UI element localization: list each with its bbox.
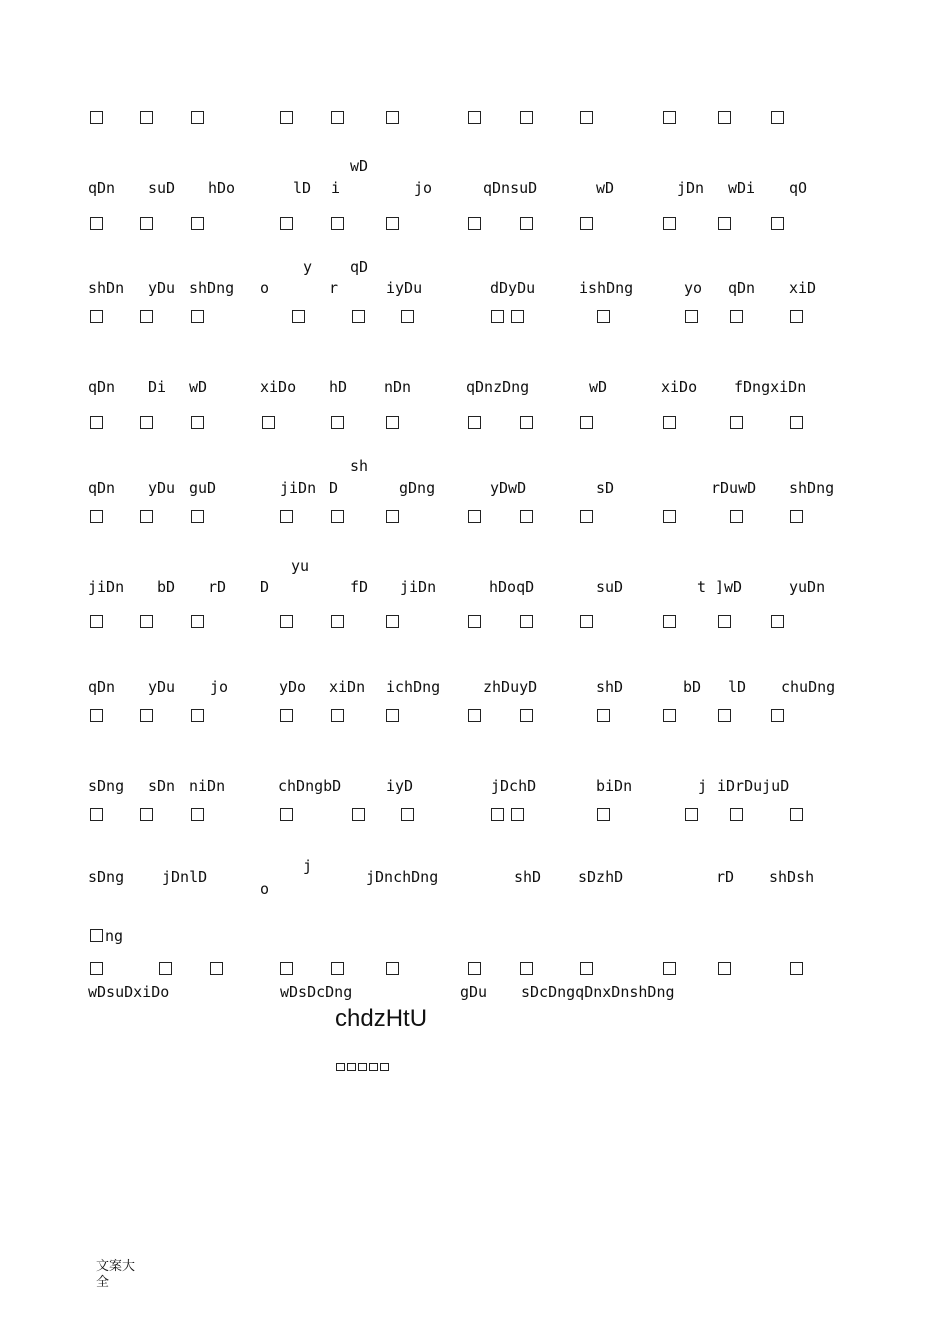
blank-box (663, 217, 676, 230)
blank-box (511, 310, 524, 323)
blank-box (386, 615, 399, 628)
blank-box (597, 808, 610, 821)
pinyin-text: wD (596, 179, 615, 197)
pinyin-text: yDu (148, 479, 176, 497)
blank-box (336, 1063, 345, 1071)
blank-box (491, 310, 504, 323)
blank-box (191, 416, 204, 429)
blank-box (358, 1063, 367, 1071)
blank-box (280, 709, 293, 722)
blank-box (140, 615, 153, 628)
pinyin-text: iDrDujuD (717, 777, 790, 795)
pinyin-text: r (329, 279, 339, 297)
blank-box (140, 217, 153, 230)
pinyin-text: suD (596, 578, 624, 596)
blank-box (90, 962, 103, 975)
blank-box (663, 111, 676, 124)
pinyin-text: qO (789, 179, 808, 197)
blank-box (280, 510, 293, 523)
blank-box (468, 962, 481, 975)
blank-box (191, 111, 204, 124)
blank-box (771, 111, 784, 124)
pinyin-text: t (697, 578, 707, 596)
blank-box (580, 962, 593, 975)
pinyin-text: o (260, 279, 270, 297)
pinyin-text: qDn (88, 378, 116, 396)
pinyin-text: shDsh (769, 868, 815, 886)
blank-box (580, 111, 593, 124)
blank-box (580, 510, 593, 523)
blank-box (790, 808, 803, 821)
blank-box (718, 217, 731, 230)
blank-box (280, 962, 293, 975)
pinyin-text: lD (728, 678, 747, 696)
pinyin-text: yDo (279, 678, 307, 696)
blank-box (663, 615, 676, 628)
blank-box (771, 217, 784, 230)
blank-box (730, 416, 743, 429)
blank-box (292, 310, 305, 323)
pinyin-text: jDn (677, 179, 705, 197)
pinyin-text: wDsDcDng (280, 983, 353, 1001)
pinyin-text: rD (208, 578, 227, 596)
blank-box (280, 808, 293, 821)
pinyin-text: wDi (728, 179, 756, 197)
pinyin-text: jDnlD (162, 868, 208, 886)
blank-box (90, 709, 103, 722)
blank-box (663, 962, 676, 975)
pinyin-text: i (331, 179, 341, 197)
footer-title: chdzHtU (335, 1005, 428, 1032)
blank-box (191, 709, 204, 722)
blank-box (331, 510, 344, 523)
page-footer-label: 文案大全 (96, 1259, 136, 1290)
blank-box (140, 310, 153, 323)
pinyin-text: gDu (460, 983, 488, 1001)
pinyin-text: fDngxiDn (734, 378, 807, 396)
pinyin-text: zhDuyD (483, 678, 538, 696)
pinyin-text: wD (350, 157, 369, 175)
blank-box (90, 310, 103, 323)
blank-box (730, 310, 743, 323)
blank-box (140, 510, 153, 523)
pinyin-text: shDng (789, 479, 835, 497)
blank-box (468, 111, 481, 124)
pinyin-text: sDn (148, 777, 176, 795)
blank-box (347, 1063, 356, 1071)
blank-box (386, 510, 399, 523)
blank-box (280, 615, 293, 628)
blank-box (331, 217, 344, 230)
pinyin-text: ichDng (386, 678, 441, 696)
blank-box (580, 416, 593, 429)
blank-box (331, 111, 344, 124)
blank-box (790, 510, 803, 523)
blank-box (520, 217, 533, 230)
blank-box (140, 416, 153, 429)
pinyin-text: xiDo (661, 378, 698, 396)
blank-box (468, 416, 481, 429)
pinyin-text: bD (157, 578, 176, 596)
blank-box (468, 615, 481, 628)
blank-box (597, 709, 610, 722)
pinyin-text: hDo (208, 179, 236, 197)
blank-box (386, 217, 399, 230)
blank-box (352, 310, 365, 323)
pinyin-text: lD (293, 179, 312, 197)
blank-box (191, 310, 204, 323)
blank-box (210, 962, 223, 975)
blank-box (331, 615, 344, 628)
pinyin-text: bD (683, 678, 702, 696)
pinyin-text: sD (596, 479, 615, 497)
pinyin-text: guD (189, 479, 217, 497)
pinyin-text: qDnzDng (466, 378, 530, 396)
blank-box (790, 962, 803, 975)
pinyin-text: qDn (88, 479, 116, 497)
pinyin-text: iyD (386, 777, 414, 795)
pinyin-text: ]wD (715, 578, 743, 596)
blank-box (718, 962, 731, 975)
pinyin-text: D (329, 479, 339, 497)
blank-box (90, 111, 103, 124)
pinyin-text: suD (148, 179, 176, 197)
blank-box (790, 416, 803, 429)
pinyin-text: rD (716, 868, 735, 886)
pinyin-text: sDng (88, 868, 125, 886)
blank-box (191, 510, 204, 523)
pinyin-text: xiDn (329, 678, 366, 696)
pinyin-text: shDn (88, 279, 125, 297)
pinyin-text: jiDn (88, 578, 125, 596)
pinyin-text: qDn (728, 279, 756, 297)
blank-box (191, 615, 204, 628)
pinyin-text: nDn (384, 378, 412, 396)
pinyin-text: ishDng (579, 279, 634, 297)
blank-box (331, 962, 344, 975)
blank-box (685, 310, 698, 323)
pinyin-text: dDyDu (490, 279, 536, 297)
blank-box (90, 217, 103, 230)
blank-box (597, 310, 610, 323)
pinyin-text: y (303, 258, 313, 276)
blank-box (159, 962, 172, 975)
pinyin-text: shDng (189, 279, 235, 297)
pinyin-text: xiDo (260, 378, 297, 396)
blank-box (663, 416, 676, 429)
blank-box (685, 808, 698, 821)
pinyin-text: qDn (88, 678, 116, 696)
blank-box (386, 111, 399, 124)
blank-box (663, 510, 676, 523)
blank-box (280, 217, 293, 230)
pinyin-text: wD (589, 378, 608, 396)
blank-box (771, 709, 784, 722)
pinyin-text: yDwD (490, 479, 527, 497)
pinyin-text: sDng (88, 777, 125, 795)
pinyin-text: wDsuDxiDo (88, 983, 170, 1001)
blank-box (520, 709, 533, 722)
blank-box (520, 416, 533, 429)
pinyin-text: jo (210, 678, 229, 696)
blank-box (718, 111, 731, 124)
blank-box (369, 1063, 378, 1071)
blank-box (90, 510, 103, 523)
pinyin-text: j (303, 857, 313, 875)
blank-box (140, 709, 153, 722)
blank-box (468, 510, 481, 523)
blank-box (386, 962, 399, 975)
blank-box (580, 217, 593, 230)
pinyin-text: j (698, 777, 708, 795)
blank-box (730, 808, 743, 821)
pinyin-text: qDn (88, 179, 116, 197)
pinyin-text: sDcDngqDnxDnshDng (521, 983, 675, 1001)
blank-box (511, 808, 524, 821)
pinyin-text: jDchD (491, 777, 537, 795)
blank-box (386, 416, 399, 429)
pinyin-text: o (260, 880, 270, 898)
blank-box (331, 709, 344, 722)
pinyin-text: Di (148, 378, 167, 396)
pinyin-text: D (260, 578, 270, 596)
blank-box (262, 416, 275, 429)
pinyin-text: sh (350, 457, 369, 475)
pinyin-text: qD (350, 258, 369, 276)
pinyin-text: yDu (148, 678, 176, 696)
pinyin-text: fD (350, 578, 369, 596)
blank-box (520, 615, 533, 628)
blank-box (90, 416, 103, 429)
blank-box (520, 962, 533, 975)
blank-box (790, 310, 803, 323)
pinyin-text: chDngbD (278, 777, 342, 795)
pinyin-text: xiD (789, 279, 817, 297)
pinyin-text: rDuwD (711, 479, 757, 497)
blank-box (331, 416, 344, 429)
pinyin-text: hD (329, 378, 348, 396)
blank-box (386, 709, 399, 722)
blank-box (401, 310, 414, 323)
blank-box (90, 808, 103, 821)
pinyin-text: chuDng (781, 678, 836, 696)
pinyin-text: sDzhD (578, 868, 624, 886)
pinyin-text: yu (291, 557, 310, 575)
pinyin-text: jo (414, 179, 433, 197)
pinyin-text: hDoqD (489, 578, 535, 596)
pinyin-text: yuDn (789, 578, 826, 596)
pinyin-text: niDn (189, 777, 226, 795)
blank-box (580, 615, 593, 628)
blank-box (191, 217, 204, 230)
pinyin-text: jiDn (400, 578, 437, 596)
pinyin-text: yo (684, 279, 703, 297)
blank-box (140, 808, 153, 821)
blank-box (90, 929, 103, 942)
blank-box (520, 111, 533, 124)
blank-box (663, 709, 676, 722)
pinyin-text: wD (189, 378, 208, 396)
blank-box (90, 615, 103, 628)
blank-box (468, 217, 481, 230)
blank-box (352, 808, 365, 821)
pinyin-text: yDu (148, 279, 176, 297)
blank-box (401, 808, 414, 821)
pinyin-text: ng (105, 927, 124, 945)
pinyin-text: qDnsuD (483, 179, 538, 197)
blank-box (718, 709, 731, 722)
blank-box (771, 615, 784, 628)
pinyin-text: shD (514, 868, 542, 886)
blank-box (191, 808, 204, 821)
blank-box (491, 808, 504, 821)
blank-box (468, 709, 481, 722)
pinyin-text: biDn (596, 777, 633, 795)
pinyin-text: jiDn (280, 479, 317, 497)
pinyin-text: jDnchDng (366, 868, 439, 886)
blank-box (718, 615, 731, 628)
blank-box (140, 111, 153, 124)
blank-box (280, 111, 293, 124)
blank-box (380, 1063, 389, 1071)
pinyin-text: gDng (399, 479, 436, 497)
blank-box (520, 510, 533, 523)
pinyin-text: shD (596, 678, 624, 696)
pinyin-text: iyDu (386, 279, 423, 297)
blank-box (730, 510, 743, 523)
